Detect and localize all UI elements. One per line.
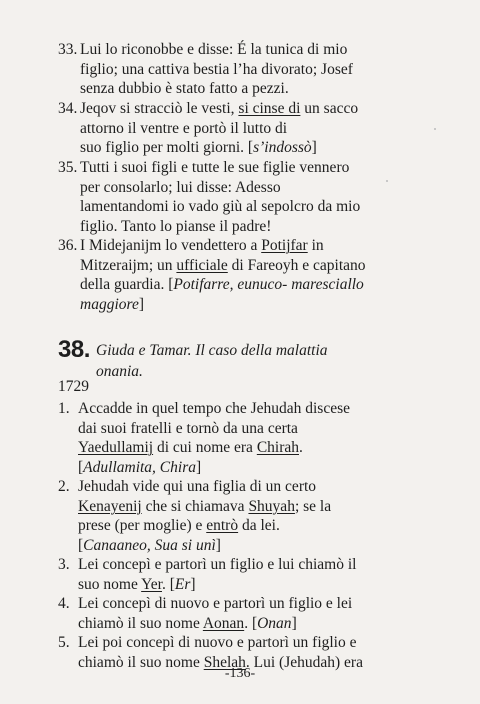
verse-text: suo figlio per molti giorni. [ [80, 139, 254, 157]
verse-number: 2. [58, 478, 70, 495]
underlined-term: Yer [141, 575, 162, 593]
underlined-term: entrò [206, 517, 239, 535]
verse-38-2: 2. Jehudah vide qui una figlia di un certo Kenayenij che si chiamava Shuyah; se la prese (per moglie) e entrò da lei. [Canaaneo, Sua si unì] [58, 478, 332, 554]
italic-gloss: Er [174, 575, 191, 593]
verse-number: 3. [58, 556, 70, 573]
underlined-term: Yaedullamij [78, 439, 154, 457]
paper-speck [434, 128, 436, 130]
italic-gloss: Onan [257, 614, 292, 632]
underlined-term: Potijfar [261, 237, 308, 254]
verse-text: figlio; una cattiva bestia l’ha divorato; Josef [80, 60, 353, 78]
verse-text: Mitzeraijm; un [80, 256, 177, 274]
verse-37-36 [58, 236, 448, 314]
underlined-term: Aonan [202, 614, 245, 632]
verse-text: attorno il ventre e portò il lutto di [80, 119, 288, 137]
page-number: -136- [224, 666, 256, 681]
verse-text: ] [311, 139, 317, 157]
verse-text: Jeqov si stracciò le vesti, [80, 100, 239, 117]
verse-text: di Fareoyh e capitano [227, 256, 366, 274]
italic-gloss: maggiore [80, 295, 139, 313]
underlined-term: Shuyah [248, 497, 295, 515]
verse-37-33 [58, 40, 438, 99]
verse-text: Lui lo riconobbe e disse: É la tunica di mio [80, 41, 348, 58]
italic-gloss: Potifarre, eunuco- maresciallo [173, 276, 364, 294]
verse-37-34 [58, 99, 438, 158]
verse-38-1: 1. Accadde in quel tempo che Jehudah discese dai suoi fratelli e tornò da una certa Yaedullamij di cui nome era Chirah. [Adullamita, Chira] [58, 400, 351, 476]
underlined-term: Kenayenij [78, 497, 142, 515]
underlined-term: ufficiale [176, 256, 228, 274]
verse-number: 35. [58, 159, 78, 176]
verse-text: Tutti i suoi figli e tutte le sue figlie vennero [80, 159, 350, 176]
verse-text: lamentandomi io vado giù al sepolcro da mio [80, 198, 361, 216]
verse-text: senza dubbio è stato fatto a pezzi. [80, 80, 289, 98]
verse-number: 34. [58, 100, 78, 117]
verse-number: 36. [58, 237, 78, 254]
verse-38-5: 5. Lei poi concepì di nuovo e partorì un figlio e chiamò il suo nome Shelah. Lui (Jehudah) era [58, 634, 363, 671]
verse-number: 5. [58, 634, 70, 651]
chapter-number: 38. [58, 336, 90, 363]
underlined-term: Chirah [256, 439, 299, 457]
paper-speck [386, 180, 388, 182]
verse-text: un sacco [300, 100, 359, 117]
italic-gloss: Canaaneo, Sua si unì [83, 536, 216, 554]
verse-text: ] [138, 295, 145, 313]
verse-text: in [307, 237, 324, 254]
verse-text: figlio. Tanto lo pianse il padre! [80, 217, 272, 235]
verse-number: 4. [58, 595, 70, 612]
verse-38-3: 3. Lei concepì e partorì un figlio e lui chiamò il suo nome Yer. [Er] [58, 556, 357, 593]
underlined-term: si cinse di [238, 100, 301, 117]
verse-38-4: 4. Lei concepì di nuovo e partorì un figlio e lei chiamò il suo nome Aonan. [Onan] [58, 595, 353, 632]
verse-37-35 [58, 158, 448, 236]
chapter-title: Giuda e Tamar. Il caso della malattia onania. [96, 342, 328, 380]
verse-text: I Midejanijm lo vendettero a [80, 237, 262, 254]
verse-text: per consolarlo; lui disse: Adesso [80, 178, 281, 196]
underlined-term: Shelah [203, 653, 246, 671]
verse-text: della guardia. [ [80, 276, 174, 294]
year-label: 1729 [58, 378, 89, 395]
verse-number: 33. [58, 41, 78, 58]
italic-gloss: s’indossò [253, 139, 312, 157]
italic-gloss: Adullamita, Chira [83, 458, 196, 476]
verse-number: 1. [58, 400, 70, 417]
